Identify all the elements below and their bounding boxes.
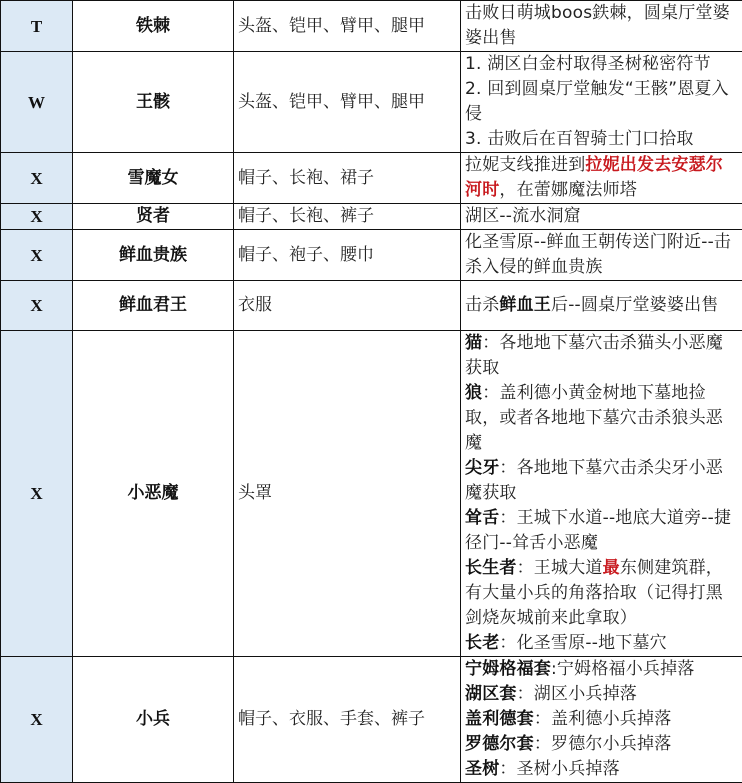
- source-text: 拉妮支线推进到: [465, 155, 585, 175]
- tier-cell: X: [1, 657, 73, 783]
- source-line: [465, 456, 738, 506]
- pieces-cell: 头盔、铠甲、臂甲、腿甲: [234, 52, 461, 153]
- source-line: [465, 631, 738, 656]
- set-name-cell: 王骸: [73, 52, 234, 153]
- source-text: ：各地地下墓穴击杀猫头小恶魔获取: [465, 333, 723, 378]
- table-row: [1, 281, 742, 331]
- source-cell: [461, 1, 742, 52]
- label-text: 湖区套: [465, 684, 517, 704]
- source-text: :宁姆格福小兵掉落: [551, 659, 695, 679]
- table-row: [1, 331, 742, 657]
- source-text: ：湖区小兵掉落: [517, 684, 637, 704]
- source-text: ：王城下水道--地底大道旁--捷径门--耸舌小恶魔: [465, 508, 731, 553]
- source-line: [465, 657, 738, 682]
- source-line: [465, 1, 738, 51]
- label-text: 盖利德套: [465, 709, 534, 729]
- set-name-cell: 鲜血贵族: [73, 230, 234, 281]
- tier-cell: W: [1, 52, 73, 153]
- label-text: 长生者: [465, 558, 517, 578]
- source-text: 击败日萌城boos鉄棘，圆桌厅堂婆婆出售: [465, 3, 730, 48]
- pieces-cell: 帽子、袍子、腰巾: [234, 230, 461, 281]
- pieces-cell: 帽子、长袍、裤子: [234, 204, 461, 230]
- source-text: 后--圆桌厅堂婆婆出售: [551, 295, 718, 315]
- tier-cell: T: [1, 1, 73, 52]
- source-line: [465, 556, 738, 631]
- pieces-cell: 头罩: [234, 331, 461, 657]
- source-text: ，在蕾娜魔法师塔: [499, 180, 637, 200]
- tier-cell: X: [1, 281, 73, 331]
- source-line: [465, 52, 738, 77]
- table-row: [1, 657, 742, 783]
- label-text: 狼: [465, 383, 482, 403]
- source-text: 3. 击败后在百智骑士门口拾取: [465, 129, 694, 149]
- set-name-cell: 小兵: [73, 657, 234, 783]
- source-cell: [461, 331, 742, 657]
- highlight-text: 拉妮出发去安瑟尔河时: [465, 155, 723, 200]
- source-cell: [461, 204, 742, 230]
- tier-cell: X: [1, 153, 73, 204]
- source-text: 化圣雪原--鲜血王朝传送门附近--击杀入侵的鲜血贵族: [465, 232, 731, 277]
- source-cell: [461, 52, 742, 153]
- source-text: 击杀: [465, 295, 499, 315]
- source-text: ：王城大道: [517, 558, 603, 578]
- source-line: [465, 732, 738, 757]
- source-text: ：化圣雪原--地下墓穴: [499, 633, 666, 653]
- label-text: 圣树: [465, 759, 499, 779]
- source-text: 2. 回到圆桌厅堂触发“王骸”恩夏入侵: [465, 79, 729, 124]
- source-line: [465, 381, 738, 456]
- source-cell: [461, 657, 742, 783]
- tier-cell: X: [1, 331, 73, 657]
- source-cell: [461, 230, 742, 281]
- source-line: [465, 293, 738, 318]
- source-text: 1. 湖区白金村取得圣树秘密符节: [465, 54, 711, 74]
- pieces-cell: 帽子、衣服、手套、裤子: [234, 657, 461, 783]
- source-text: ：盖利德小兵掉落: [534, 709, 672, 729]
- label-text: 耸舌: [465, 508, 499, 528]
- label-text: 鲜血王: [499, 295, 551, 315]
- source-line: [465, 707, 738, 732]
- set-name-cell: 铁棘: [73, 1, 234, 52]
- source-text: 湖区--流水洞窟: [465, 206, 581, 226]
- label-text: 宁姆格福套: [465, 659, 551, 679]
- source-text: ：罗德尔小兵掉落: [534, 734, 672, 754]
- table-row: [1, 1, 742, 52]
- set-name-cell: 雪魔女: [73, 153, 234, 204]
- table-row: [1, 153, 742, 204]
- source-line: [465, 682, 738, 707]
- label-text: 长老: [465, 633, 499, 653]
- set-name-cell: 小恶魔: [73, 331, 234, 657]
- source-line: [465, 230, 738, 280]
- pieces-cell: 衣服: [234, 281, 461, 331]
- source-line: [465, 757, 738, 782]
- label-text: 猫: [465, 333, 482, 353]
- tier-cell: X: [1, 230, 73, 281]
- pieces-cell: 头盔、铠甲、臂甲、腿甲: [234, 1, 461, 52]
- label-text: 尖牙: [465, 458, 499, 478]
- source-line: [465, 77, 738, 127]
- source-line: [465, 506, 738, 556]
- set-name-cell: 贤者: [73, 204, 234, 230]
- table-row: [1, 52, 742, 153]
- pieces-cell: 帽子、长袍、裙子: [234, 153, 461, 204]
- source-line: [465, 204, 738, 229]
- source-line: [465, 127, 738, 152]
- source-cell: [461, 281, 742, 331]
- source-line: [465, 331, 738, 381]
- table-row: [1, 230, 742, 281]
- highlight-text: 最: [603, 558, 620, 578]
- tier-cell: X: [1, 204, 73, 230]
- table-row: [1, 204, 742, 230]
- source-cell: [461, 153, 742, 204]
- table-body: [1, 1, 742, 783]
- source-text: ：盖利德小黄金树地下墓地捡取，或者各地地下墓穴击杀狼头恶魔: [465, 383, 723, 453]
- set-name-cell: 鲜血君王: [73, 281, 234, 331]
- source-line: [465, 153, 738, 203]
- label-text: 罗德尔套: [465, 734, 534, 754]
- source-text: ：各地地下墓穴击杀尖牙小恶魔获取: [465, 458, 723, 503]
- source-text: ：圣树小兵掉落: [499, 759, 619, 779]
- source-text: 东侧建筑群，有大量小兵的角落拾取（记得打黑剑烧灰城前来此拿取）: [465, 558, 723, 628]
